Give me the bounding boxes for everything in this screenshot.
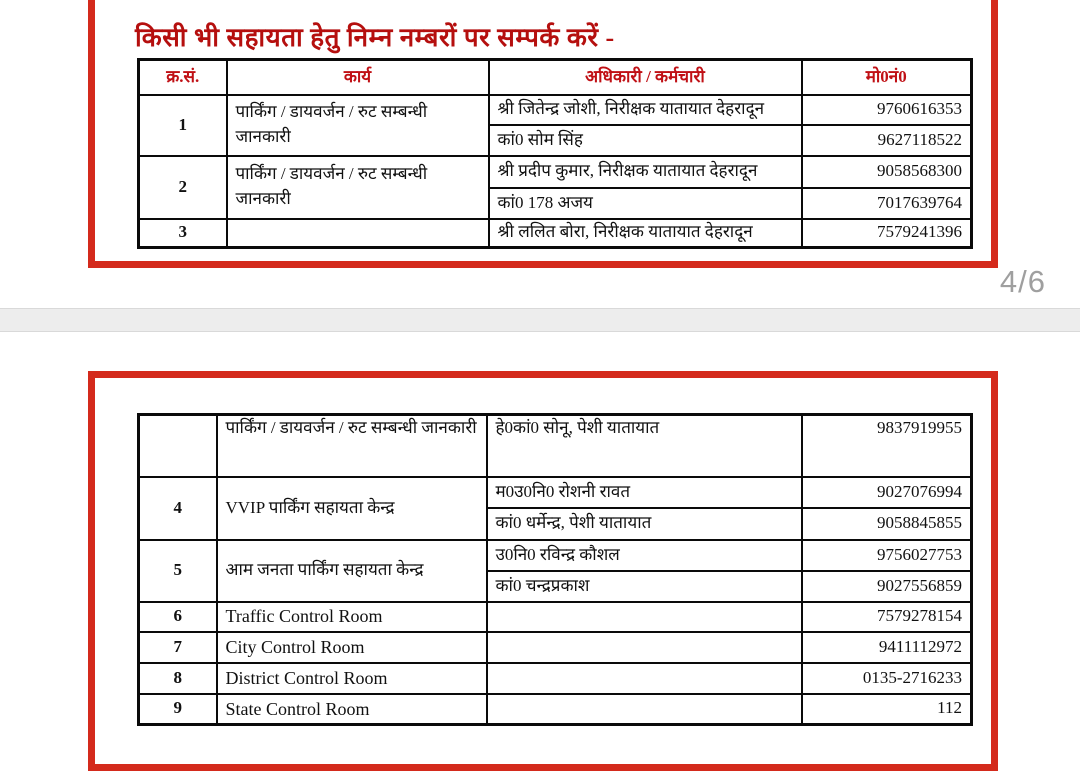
table-row (139, 156, 972, 188)
work-cell: City Control Room (217, 632, 487, 663)
sno-cell: 9 (139, 694, 217, 725)
table-row (139, 540, 972, 571)
table-row (139, 663, 972, 694)
header-work: कार्य (227, 60, 489, 95)
header-serial-no: क्र.सं. (139, 60, 227, 95)
table-row (139, 602, 972, 632)
officer-cell: श्री जितेन्द्र जोशी, निरीक्षक यातायात देहरादून (489, 95, 802, 125)
work-cell: पार्किंग / डायवर्जन / रुट सम्बन्धी जानकारी (217, 415, 487, 477)
header-officer: अधिकारी / कर्मचारी (489, 60, 802, 95)
sno-cell: 8 (139, 663, 217, 694)
officer-cell: श्री प्रदीप कुमार, निरीक्षक यातायात देहरादून (489, 156, 802, 188)
officer-cell: कां0 चन्द्रप्रकाश (487, 571, 802, 602)
table-row (139, 477, 972, 508)
table-row (139, 219, 972, 248)
officer-cell (487, 632, 802, 663)
page4-title: किसी भी सहायता हेतु निम्न नम्बरों पर सम्पर्क करें - (135, 23, 615, 52)
mobile-cell: 7579278154 (802, 602, 972, 632)
mobile-cell: 7579241396 (802, 219, 972, 248)
officer-cell (487, 694, 802, 725)
mobile-cell: 9627118522 (802, 125, 972, 156)
sno-cell (139, 415, 217, 477)
sno-cell: 3 (139, 219, 227, 248)
mobile-cell: 7017639764 (802, 188, 972, 219)
sno-cell: 1 (139, 95, 227, 156)
work-cell: State Control Room (217, 694, 487, 725)
table-row (139, 694, 972, 725)
officer-cell: उ0नि0 रविन्द्र कौशल (487, 540, 802, 571)
mobile-cell: 9411112972 (802, 632, 972, 663)
officer-cell: कां0 धर्मेन्द्र, पेशी यातायात (487, 508, 802, 540)
mobile-cell: 9760616353 (802, 95, 972, 125)
officer-cell (487, 602, 802, 632)
sno-cell: 4 (139, 477, 217, 540)
officer-cell: कां0 सोम सिंह (489, 125, 802, 156)
table-row (139, 415, 972, 477)
header-mobile: मो0नं0 (802, 60, 972, 95)
page-separator-strip (0, 308, 1080, 332)
sno-cell: 2 (139, 156, 227, 219)
contact-table-page4 (137, 58, 973, 249)
table-row (139, 95, 972, 125)
table-header-row (139, 60, 972, 95)
officer-cell (487, 663, 802, 694)
mobile-cell: 9837919955 (802, 415, 972, 477)
mobile-cell: 9756027753 (802, 540, 972, 571)
table-row (139, 632, 972, 663)
mobile-cell: 9058845855 (802, 508, 972, 540)
page-indicator: 4/6 (999, 264, 1046, 299)
mobile-cell: 9027556859 (802, 571, 972, 602)
sno-cell: 5 (139, 540, 217, 602)
officer-cell: श्री ललित बोरा, निरीक्षक यातायात देहरादून (489, 219, 802, 248)
work-cell (227, 219, 489, 248)
officer-cell: कां0 178 अजय (489, 188, 802, 219)
mobile-cell: 9027076994 (802, 477, 972, 508)
sno-cell: 7 (139, 632, 217, 663)
contact-table-page5 (137, 413, 973, 726)
work-cell: Traffic Control Room (217, 602, 487, 632)
sno-cell: 6 (139, 602, 217, 632)
officer-cell: म0उ0नि0 रोशनी रावत (487, 477, 802, 508)
mobile-cell: 9058568300 (802, 156, 972, 188)
work-cell: आम जनता पार्किंग सहायता केन्द्र (217, 540, 487, 602)
work-cell: पार्किंग / डायवर्जन / रुट सम्बन्धी जानकारी (227, 95, 489, 156)
work-cell: VVIP पार्किंग सहायता केन्द्र (217, 477, 487, 540)
mobile-cell: 0135-2716233 (802, 663, 972, 694)
work-cell: पार्किंग / डायवर्जन / रुट सम्बन्धी जानकारी (227, 156, 489, 219)
officer-cell: हे0कां0 सोनू, पेशी यातायात (487, 415, 802, 477)
work-cell: District Control Room (217, 663, 487, 694)
mobile-cell: 112 (802, 694, 972, 725)
